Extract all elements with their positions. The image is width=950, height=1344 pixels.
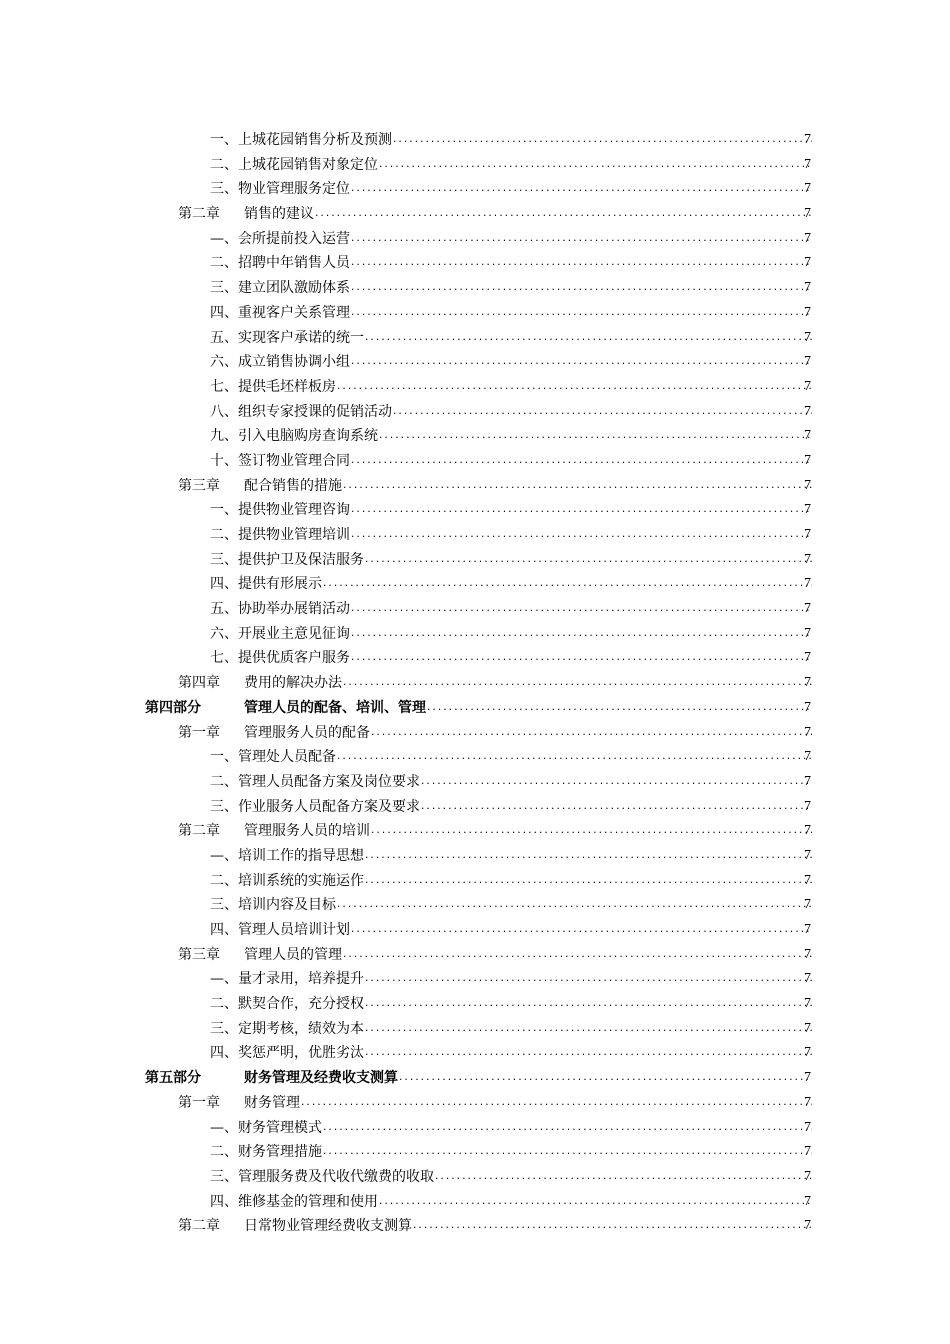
page-number: 7 bbox=[804, 255, 811, 271]
toc-title-line bbox=[210, 424, 812, 449]
toc-title-line bbox=[210, 770, 812, 795]
dot-leader bbox=[342, 943, 812, 968]
toc-title: —、财务管理模式 bbox=[210, 1116, 322, 1141]
page-number: 7 bbox=[804, 551, 811, 567]
toc-title-line bbox=[210, 992, 812, 1017]
dot-leader bbox=[336, 375, 812, 400]
toc-entry-chapter[interactable] bbox=[0, 202, 950, 227]
toc-entry-sub[interactable] bbox=[0, 301, 950, 326]
toc-title: 费用的解决办法 bbox=[244, 671, 342, 696]
toc-entry-sub[interactable] bbox=[0, 1116, 950, 1141]
dot-leader bbox=[350, 498, 812, 523]
chapter-number: 第二章 bbox=[178, 1218, 220, 1235]
chapter-number: 第一章 bbox=[178, 724, 220, 741]
toc-entry-sub[interactable] bbox=[0, 251, 950, 276]
toc-entry-sub[interactable] bbox=[0, 918, 950, 943]
page-number: 7 bbox=[804, 452, 811, 468]
toc-entry-sub[interactable] bbox=[0, 523, 950, 548]
toc-title: 三、培训内容及目标 bbox=[210, 893, 336, 918]
toc-title: 一、上城花园销售分析及预测 bbox=[210, 128, 392, 153]
toc-entry-chapter[interactable] bbox=[0, 819, 950, 844]
toc-title: 管理服务人员的配备 bbox=[244, 721, 370, 746]
toc-title-line bbox=[210, 745, 812, 770]
toc-entry-sub[interactable] bbox=[0, 548, 950, 573]
page-number: 7 bbox=[804, 230, 811, 246]
toc-entry-sub[interactable] bbox=[0, 1165, 950, 1190]
toc-entry-part[interactable] bbox=[0, 696, 950, 721]
toc-title: 日常物业管理经费收支测算 bbox=[244, 1214, 412, 1239]
toc-title-line bbox=[210, 646, 812, 671]
toc-entry-sub[interactable] bbox=[0, 745, 950, 770]
toc-title: 四、重视客户关系管理 bbox=[210, 301, 350, 326]
dot-leader bbox=[350, 449, 812, 474]
toc-entry-sub[interactable] bbox=[0, 326, 950, 351]
toc-title-line bbox=[210, 326, 812, 351]
dot-leader bbox=[378, 153, 812, 178]
toc-title: 七、提供毛坯样板房 bbox=[210, 375, 336, 400]
toc-title: 一、提供物业管理咨询 bbox=[210, 498, 350, 523]
toc-title: 销售的建议 bbox=[244, 202, 314, 227]
toc-title: 三、作业服务人员配备方案及要求 bbox=[210, 795, 420, 820]
toc-title: 管理人员的管理 bbox=[244, 943, 342, 968]
toc-entry-sub[interactable] bbox=[0, 795, 950, 820]
dot-leader bbox=[350, 177, 812, 202]
toc-title-line bbox=[210, 301, 812, 326]
page-number: 7 bbox=[804, 304, 811, 320]
dot-leader bbox=[350, 251, 812, 276]
dot-leader bbox=[350, 622, 812, 647]
chapter-number: 第四章 bbox=[178, 675, 220, 692]
toc-title: 六、成立销售协调小组 bbox=[210, 350, 350, 375]
toc-entry-sub[interactable] bbox=[0, 869, 950, 894]
toc-title-line bbox=[210, 1165, 812, 1190]
toc-title: 四、奖惩严明，优胜劣汰 bbox=[210, 1041, 364, 1066]
dot-leader bbox=[322, 1140, 812, 1165]
toc-title: 二、默契合作，充分授权 bbox=[210, 992, 364, 1017]
toc-title-line bbox=[210, 449, 812, 474]
dot-leader bbox=[364, 869, 812, 894]
page-number: 7 bbox=[804, 650, 811, 666]
page-number: 7 bbox=[804, 1020, 811, 1036]
toc-entry-sub[interactable] bbox=[0, 844, 950, 869]
toc-title: 二、培训系统的实施运作 bbox=[210, 869, 364, 894]
toc-entry-sub[interactable] bbox=[0, 572, 950, 597]
toc-title-line bbox=[210, 1140, 812, 1165]
page-number: 7 bbox=[804, 1193, 811, 1209]
toc-title-line bbox=[210, 375, 812, 400]
toc-entry-sub[interactable] bbox=[0, 622, 950, 647]
toc-entry-sub[interactable] bbox=[0, 424, 950, 449]
page-number: 7 bbox=[804, 132, 811, 147]
dot-leader bbox=[392, 400, 812, 425]
toc-title: 九、引入电脑购房查询系统 bbox=[210, 424, 378, 449]
toc-entry-chapter[interactable] bbox=[0, 671, 950, 696]
chapter-number: 第二章 bbox=[178, 206, 220, 223]
page-number: 7 bbox=[804, 1045, 811, 1061]
dot-leader bbox=[364, 548, 812, 573]
chapter-number: 第三章 bbox=[178, 477, 220, 494]
toc-entry-chapter[interactable] bbox=[0, 474, 950, 499]
dot-leader bbox=[350, 350, 812, 375]
toc-title-line bbox=[210, 1017, 812, 1042]
page-number: 7 bbox=[804, 1218, 811, 1234]
toc-entry-sub[interactable] bbox=[0, 276, 950, 301]
toc-title: 一、管理处人员配备 bbox=[210, 745, 336, 770]
page-number: 7 bbox=[804, 625, 811, 641]
chapter-number: 第二章 bbox=[178, 823, 220, 840]
dot-leader bbox=[412, 1214, 812, 1239]
toc-title: 二、上城花园销售对象定位 bbox=[210, 153, 378, 178]
chapter-number: 第一章 bbox=[178, 1094, 220, 1111]
page-number: 7 bbox=[804, 1144, 811, 1160]
page-number: 7 bbox=[804, 502, 811, 518]
dot-leader bbox=[364, 326, 812, 351]
toc-title: 四、维修基金的管理和使用 bbox=[210, 1190, 378, 1215]
toc-entry-sub[interactable] bbox=[0, 350, 950, 375]
toc-title-line bbox=[244, 819, 812, 844]
page-number: 7 bbox=[804, 946, 811, 962]
part-number: 第四部分 bbox=[145, 699, 201, 716]
toc-title: 五、协助举办展销活动 bbox=[210, 597, 350, 622]
toc-title-line bbox=[210, 1116, 812, 1141]
page-number: 7 bbox=[804, 897, 811, 913]
toc-title-line bbox=[210, 251, 812, 276]
toc-entry-sub[interactable] bbox=[0, 449, 950, 474]
toc-entry-sub[interactable] bbox=[0, 128, 950, 153]
dot-leader bbox=[350, 227, 812, 252]
page-number: 7 bbox=[804, 428, 811, 444]
page-number: 7 bbox=[804, 996, 811, 1012]
page-number: 7 bbox=[804, 156, 811, 172]
toc-title: 三、建立团队激励体系 bbox=[210, 276, 350, 301]
page-number: 7 bbox=[804, 527, 811, 542]
toc-title: 五、实现客户承诺的统一 bbox=[210, 326, 364, 351]
toc-title-line bbox=[244, 943, 812, 968]
toc-title-line bbox=[210, 967, 812, 992]
page-number: 7 bbox=[804, 329, 811, 345]
dot-leader bbox=[364, 967, 812, 992]
dot-leader bbox=[350, 646, 812, 671]
page-number: 7 bbox=[804, 477, 811, 493]
toc-entry-chapter[interactable] bbox=[0, 1091, 950, 1116]
toc-title: 三、管理服务费及代收代缴费的收取 bbox=[210, 1165, 434, 1190]
toc-entry-sub[interactable] bbox=[0, 177, 950, 202]
toc-entry-sub[interactable] bbox=[0, 597, 950, 622]
toc-title: 四、管理人员培训计划 bbox=[210, 918, 350, 943]
toc-title-line bbox=[244, 671, 812, 696]
dot-leader bbox=[420, 795, 812, 820]
toc-title-line bbox=[244, 1214, 812, 1239]
toc-entry-sub[interactable] bbox=[0, 1140, 950, 1165]
toc-title-line bbox=[210, 227, 812, 252]
toc-entry-sub[interactable] bbox=[0, 1190, 950, 1215]
toc-title-line bbox=[210, 869, 812, 894]
toc-title-line bbox=[244, 1066, 812, 1091]
toc-entry-chapter[interactable] bbox=[0, 721, 950, 746]
toc-title-line bbox=[210, 844, 812, 869]
page-number: 7 bbox=[804, 181, 811, 197]
toc-title: 八、组织专家授课的促销活动 bbox=[210, 400, 392, 425]
dot-leader bbox=[426, 696, 812, 721]
page-number: 7 bbox=[804, 675, 811, 691]
toc-title-line bbox=[210, 128, 812, 153]
dot-leader bbox=[350, 301, 812, 326]
toc-title-line bbox=[210, 918, 812, 943]
page-number: 7 bbox=[804, 601, 811, 617]
toc-title: 六、开展业主意见征询 bbox=[210, 622, 350, 647]
toc-title: —、量才录用，培养提升 bbox=[210, 967, 364, 992]
toc-title-line bbox=[210, 1041, 812, 1066]
page-number: 7 bbox=[804, 354, 811, 370]
toc-title-line bbox=[210, 548, 812, 573]
dot-leader bbox=[350, 918, 812, 943]
toc-title: —、会所提前投入运营 bbox=[210, 227, 350, 252]
dot-leader bbox=[336, 745, 812, 770]
page-number: 7 bbox=[804, 1119, 811, 1135]
dot-leader bbox=[350, 523, 812, 548]
toc-entry-sub[interactable] bbox=[0, 1041, 950, 1066]
page-number: 7 bbox=[804, 1070, 811, 1086]
dot-leader bbox=[378, 1190, 812, 1215]
page-number: 7 bbox=[804, 1094, 811, 1110]
toc-title: —、培训工作的指导思想 bbox=[210, 844, 364, 869]
page-number: 7 bbox=[804, 773, 811, 789]
toc-title-line bbox=[244, 721, 812, 746]
toc-entry-sub[interactable] bbox=[0, 992, 950, 1017]
toc-entry-sub[interactable] bbox=[0, 400, 950, 425]
toc-title-line bbox=[210, 523, 812, 548]
toc-title: 配合销售的措施 bbox=[244, 474, 342, 499]
toc-title-line bbox=[210, 893, 812, 918]
toc-title-line bbox=[210, 622, 812, 647]
page-number: 7 bbox=[804, 922, 811, 937]
page-number: 7 bbox=[804, 724, 811, 740]
toc-entry-sub[interactable] bbox=[0, 893, 950, 918]
toc-title: 财务管理 bbox=[244, 1091, 300, 1116]
toc-title: 财务管理及经费收支测算 bbox=[244, 1066, 398, 1091]
toc-title-line bbox=[210, 350, 812, 375]
dot-leader bbox=[314, 202, 812, 227]
dot-leader bbox=[364, 844, 812, 869]
page-number: 7 bbox=[804, 378, 811, 394]
page-number: 7 bbox=[804, 280, 811, 296]
page-number: 7 bbox=[804, 798, 811, 814]
dot-leader bbox=[378, 424, 812, 449]
toc-entry-chapter[interactable] bbox=[0, 1214, 950, 1239]
toc-title-line bbox=[210, 177, 812, 202]
table-of-contents bbox=[0, 128, 950, 1239]
toc-title-line bbox=[210, 276, 812, 301]
toc-title-line bbox=[210, 498, 812, 523]
toc-title-line bbox=[244, 696, 812, 721]
page-number: 7 bbox=[804, 1168, 811, 1184]
toc-title: 管理服务人员的培训 bbox=[244, 819, 370, 844]
page-number: 7 bbox=[804, 403, 811, 419]
toc-entry-sub[interactable] bbox=[0, 1017, 950, 1042]
page-number: 7 bbox=[804, 699, 811, 715]
page-number: 7 bbox=[804, 872, 811, 888]
toc-entry-sub[interactable] bbox=[0, 227, 950, 252]
dot-leader bbox=[434, 1165, 812, 1190]
dot-leader bbox=[370, 721, 812, 746]
toc-entry-sub[interactable] bbox=[0, 375, 950, 400]
dot-leader bbox=[398, 1066, 812, 1091]
page-number: 7 bbox=[804, 749, 811, 765]
toc-title: 二、管理人员配备方案及岗位要求 bbox=[210, 770, 420, 795]
dot-leader bbox=[336, 893, 812, 918]
page-number: 7 bbox=[804, 823, 811, 839]
dot-leader bbox=[342, 474, 812, 499]
toc-title-line bbox=[210, 597, 812, 622]
toc-title-line bbox=[244, 1091, 812, 1116]
toc-title: 三、定期考核，绩效为本 bbox=[210, 1017, 364, 1042]
toc-title: 二、财务管理措施 bbox=[210, 1140, 322, 1165]
dot-leader bbox=[342, 671, 812, 696]
toc-entry-sub[interactable] bbox=[0, 770, 950, 795]
dot-leader bbox=[370, 819, 812, 844]
toc-title: 二、提供物业管理培训 bbox=[210, 523, 350, 548]
toc-title: 三、物业管理服务定位 bbox=[210, 177, 350, 202]
toc-title-line bbox=[244, 202, 812, 227]
toc-title: 四、提供有形展示 bbox=[210, 572, 322, 597]
toc-title-line bbox=[210, 400, 812, 425]
toc-title-line bbox=[210, 1190, 812, 1215]
dot-leader bbox=[392, 128, 812, 153]
toc-title-line bbox=[244, 474, 812, 499]
page-number: 7 bbox=[804, 847, 811, 863]
toc-entry-sub[interactable] bbox=[0, 153, 950, 178]
toc-title-line bbox=[210, 572, 812, 597]
toc-title: 十、签订物业管理合同 bbox=[210, 449, 350, 474]
toc-title: 三、提供护卫及保洁服务 bbox=[210, 548, 364, 573]
toc-title: 管理人员的配备、培训、管理 bbox=[244, 696, 426, 721]
dot-leader bbox=[350, 276, 812, 301]
page-number: 7 bbox=[804, 576, 811, 592]
dot-leader bbox=[420, 770, 812, 795]
toc-entry-sub[interactable] bbox=[0, 498, 950, 523]
page-number: 7 bbox=[804, 206, 811, 222]
dot-leader bbox=[322, 1116, 812, 1141]
dot-leader bbox=[364, 1041, 812, 1066]
toc-title: 二、招聘中年销售人员 bbox=[210, 251, 350, 276]
toc-title-line bbox=[210, 153, 812, 178]
toc-entry-sub[interactable] bbox=[0, 646, 950, 671]
page-number: 7 bbox=[804, 971, 811, 987]
toc-entry-chapter[interactable] bbox=[0, 943, 950, 968]
dot-leader bbox=[322, 572, 812, 597]
toc-entry-sub[interactable] bbox=[0, 967, 950, 992]
dot-leader bbox=[364, 992, 812, 1017]
dot-leader bbox=[364, 1017, 812, 1042]
toc-title-line bbox=[210, 795, 812, 820]
part-number: 第五部分 bbox=[145, 1070, 201, 1087]
toc-entry-part[interactable] bbox=[0, 1066, 950, 1091]
dot-leader bbox=[300, 1091, 812, 1116]
dot-leader bbox=[350, 597, 812, 622]
chapter-number: 第三章 bbox=[178, 946, 220, 963]
toc-title: 七、提供优质客户服务 bbox=[210, 646, 350, 671]
